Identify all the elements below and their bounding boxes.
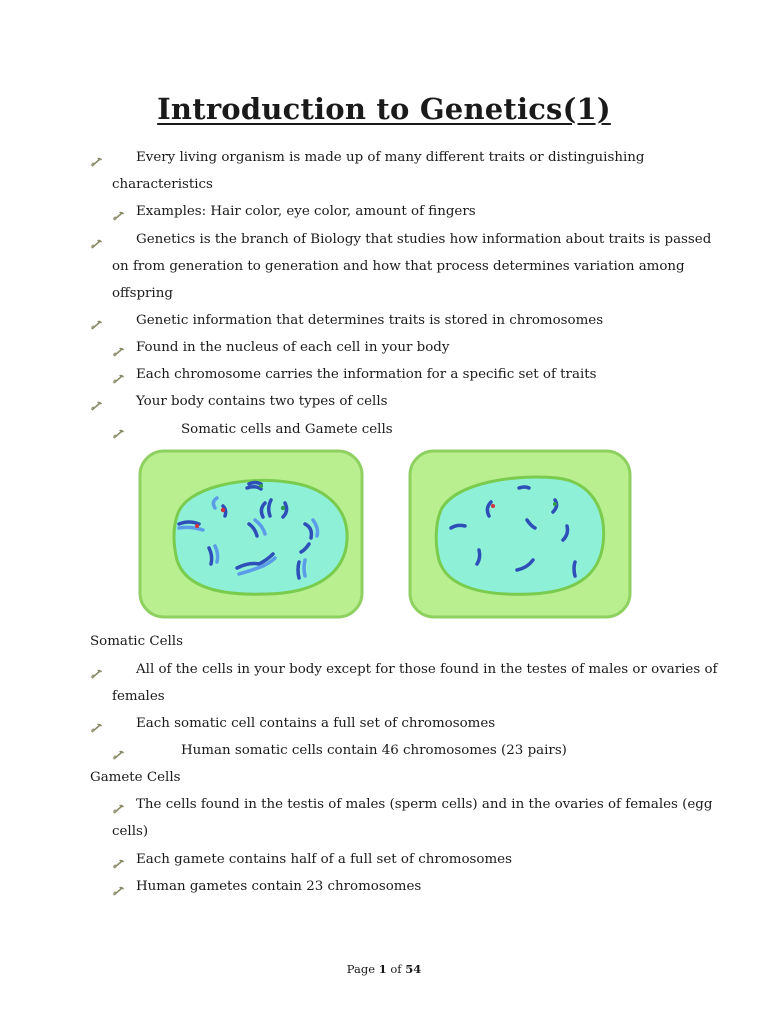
chromosome (519, 487, 529, 488)
text-line: characteristics (112, 177, 213, 192)
text-line: Every living organism is made up of many different traits or distinguishing (136, 150, 645, 165)
gamete-heading: Gamete Cells (90, 770, 181, 785)
text-line: Genetic information that determines traits is stored in chromosomes (136, 313, 604, 328)
page-title: Introduction to Genetics(1) (157, 92, 611, 126)
chromosome (574, 562, 575, 576)
text-line: Genetics is the branch of Biology that studies how information about traits is passed (136, 232, 712, 247)
centromere (491, 504, 495, 508)
centromere (195, 524, 199, 528)
bullet-icon (112, 343, 126, 355)
bullet-icon (90, 665, 104, 677)
chromosome (304, 560, 305, 576)
bullet-icon (90, 235, 104, 247)
bullet-icon (112, 425, 126, 437)
text-line: Examples: Hair color, eye color, amount of fingers (136, 204, 476, 219)
centromere (553, 502, 557, 506)
text-line: The cells found in the testis of males (sperm cells) and in the ovaries of females (egg (136, 797, 713, 812)
chromosome (249, 483, 261, 485)
current-page: 1 (378, 962, 387, 976)
bullet-icon (90, 719, 104, 731)
bullet-icon (112, 800, 126, 812)
text-line: Human gametes contain 23 chromosomes (136, 879, 422, 894)
text-line: Each gamete contains half of a full set of chromosomes (136, 852, 512, 867)
text-line: Human somatic cells contain 46 chromosomes (23 pairs) (181, 743, 567, 758)
bullet-icon (112, 370, 126, 382)
chromosome (179, 522, 199, 524)
somatic-heading: Somatic Cells (90, 634, 183, 649)
text-line: All of the cells in your body except for those found in the testes of males or ovaries of (136, 662, 718, 677)
bullet-icon (90, 316, 104, 328)
text-line: cells) (112, 824, 149, 839)
text-line: Each somatic cell contains a full set of chromosomes (136, 716, 496, 731)
text-line: Somatic cells and Gamete cells (181, 422, 393, 437)
text-line: Found in the nucleus of each cell in your body (136, 340, 450, 355)
bullet-icon (112, 855, 126, 867)
somatic-cell-image (140, 451, 362, 617)
centromere (221, 508, 225, 512)
text-line: females (112, 689, 165, 704)
text-line: offspring (112, 286, 173, 301)
bullet-icon (90, 397, 104, 409)
bullet-icon (112, 882, 126, 894)
cell-illustration (137, 448, 633, 620)
text-line: on from generation to generation and how that process determines variation among (112, 259, 685, 274)
gamete-cell-image (410, 451, 630, 617)
centromere (259, 484, 263, 488)
text-line: Your body contains two types of cells (136, 394, 388, 409)
chromosome (298, 562, 299, 578)
text-line: Each chromosome carries the information for a specific set of traits (136, 367, 597, 382)
bullet-icon (112, 746, 126, 758)
bullet-icon (112, 207, 126, 219)
centromere (281, 506, 285, 510)
page-footer: Page 1 of 54 (346, 962, 422, 976)
total-pages: 54 (405, 962, 422, 976)
bullet-icon (90, 153, 104, 165)
